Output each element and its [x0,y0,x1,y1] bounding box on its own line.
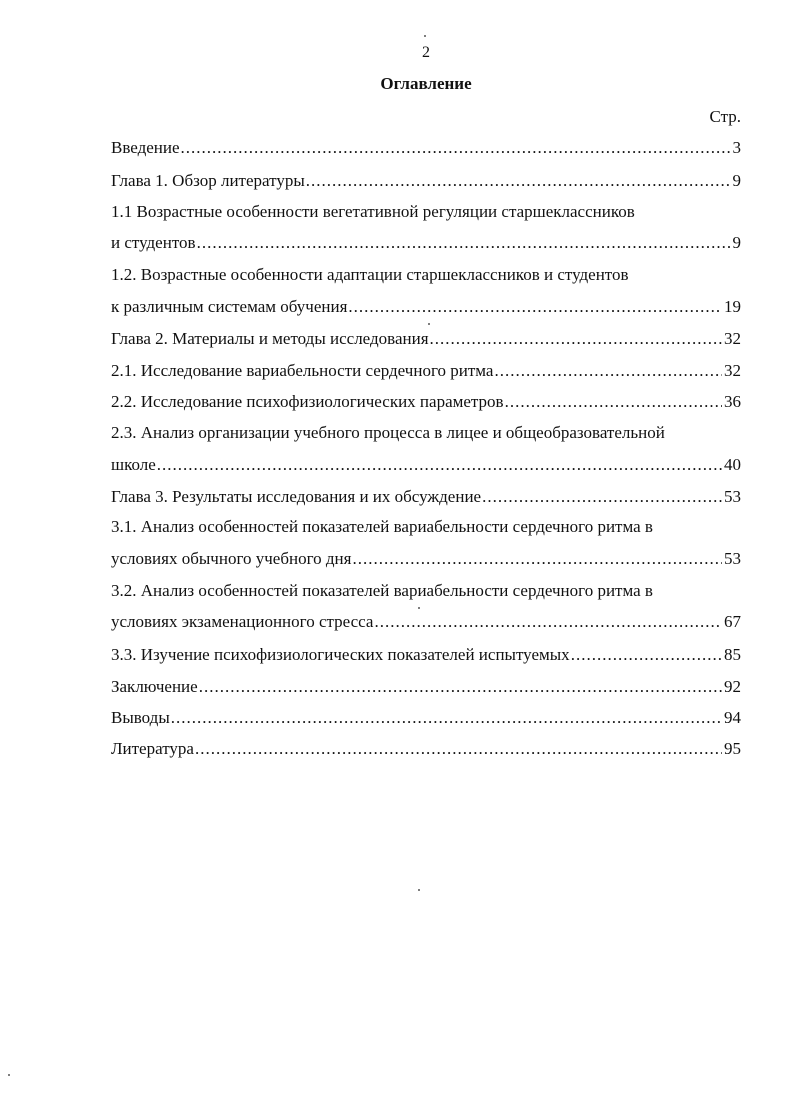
dot-leader [348,297,722,317]
dot-leader [430,329,722,349]
toc-entry-page: 9 [732,233,741,252]
dot-leader [505,392,722,412]
dot-leader [374,612,722,632]
toc-entry-3-1-line1: 3.1. Анализ особенностей показателей вариабельности сердечного ритма в [111,517,653,536]
toc-entry-section-3-1 [111,549,741,569]
toc-entry-text: 2.2. Исследование психофизиологических параметров [111,392,504,411]
scan-speck [418,607,420,609]
toc-entry-section-2-2 [111,392,741,412]
scan-speck [424,35,426,37]
toc-entry-text: к различным системам обучения [111,297,348,316]
toc-entry-page: 53 [724,487,741,506]
dot-leader [482,487,722,507]
dot-leader [197,233,731,253]
toc-entry-page: 67 [724,612,741,631]
toc-entry-page: 40 [724,455,741,474]
dot-leader [199,677,722,697]
toc-entry-text: Введение [111,138,180,157]
dot-leader [195,739,722,759]
scan-speck [418,889,420,891]
toc-entry-text: и студентов [111,233,196,252]
toc-entry-1-1-line1: 1.1 Возрастные особенности вегетативной регуляции старшеклассников [111,202,635,221]
toc-entry-page: 95 [724,739,741,758]
toc-entry-section-1-1 [111,233,741,253]
page-column-label: Стр. [709,107,741,126]
toc-entry-conclusion [111,677,741,697]
toc-entry-findings [111,708,741,728]
toc-entry-page: 94 [724,708,741,727]
toc-entry-text: условиях экзаменационного стресса [111,612,374,631]
toc-entry-references [111,739,741,759]
toc-entry-page: 32 [724,329,741,348]
toc-entry-text: школе [111,455,156,474]
dot-leader [571,645,722,665]
dot-leader [181,138,731,158]
scan-speck [8,1074,10,1076]
toc-entry-text: Глава 1. Обзор литературы [111,171,305,190]
toc-entry-page: 53 [724,549,741,568]
toc-entry-2-3-line1: 2.3. Анализ организации учебного процесса в лицее и общеобразовательной [111,423,665,442]
toc-entry-text: 2.1. Исследование вариабельности сердечного ритма [111,361,494,380]
dot-leader [494,361,722,381]
toc-entry-text: Глава 2. Материалы и методы исследования [111,329,429,348]
toc-entry-text: Глава 3. Результаты исследования и их обсуждение [111,487,482,506]
dot-leader [171,708,722,728]
toc-entry-section-2-1 [111,361,741,381]
dot-leader [157,455,722,475]
toc-entry-text: Литература [111,739,194,758]
page-number: 2 [422,44,430,61]
toc-entry-introduction [111,138,741,158]
toc-entry-text: 3.3. Изучение психофизиологических показателей испытуемых [111,645,570,664]
toc-entry-page: 92 [724,677,741,696]
toc-title: Оглавление [380,74,472,93]
dot-leader [306,171,731,191]
toc-entry-section-1-2 [111,297,741,317]
toc-entry-text: Заключение [111,677,198,696]
toc-entry-page: 19 [724,297,741,316]
toc-entry-section-3-2 [111,612,741,632]
toc-entry-page: 32 [724,361,741,380]
scan-speck [428,323,430,325]
toc-entry-chapter-2 [111,329,741,349]
toc-entry-page: 9 [732,171,741,190]
toc-entry-section-2-3 [111,455,741,475]
toc-entry-chapter-3 [111,487,741,507]
toc-entry-page: 85 [724,645,741,664]
toc-entry-text: Выводы [111,708,170,727]
toc-entry-page: 3 [732,138,741,157]
dot-leader [352,549,722,569]
toc-entry-chapter-1 [111,171,741,191]
toc-entry-1-2-line1: 1.2. Возрастные особенности адаптации старшеклассников и студентов [111,265,629,284]
toc-entry-3-2-line1: 3.2. Анализ особенностей показателей вариабельности сердечного ритма в [111,581,653,600]
toc-entry-text: условиях обычного учебного дня [111,549,352,568]
toc-entry-section-3-3 [111,645,741,665]
toc-entry-page: 36 [724,392,741,411]
